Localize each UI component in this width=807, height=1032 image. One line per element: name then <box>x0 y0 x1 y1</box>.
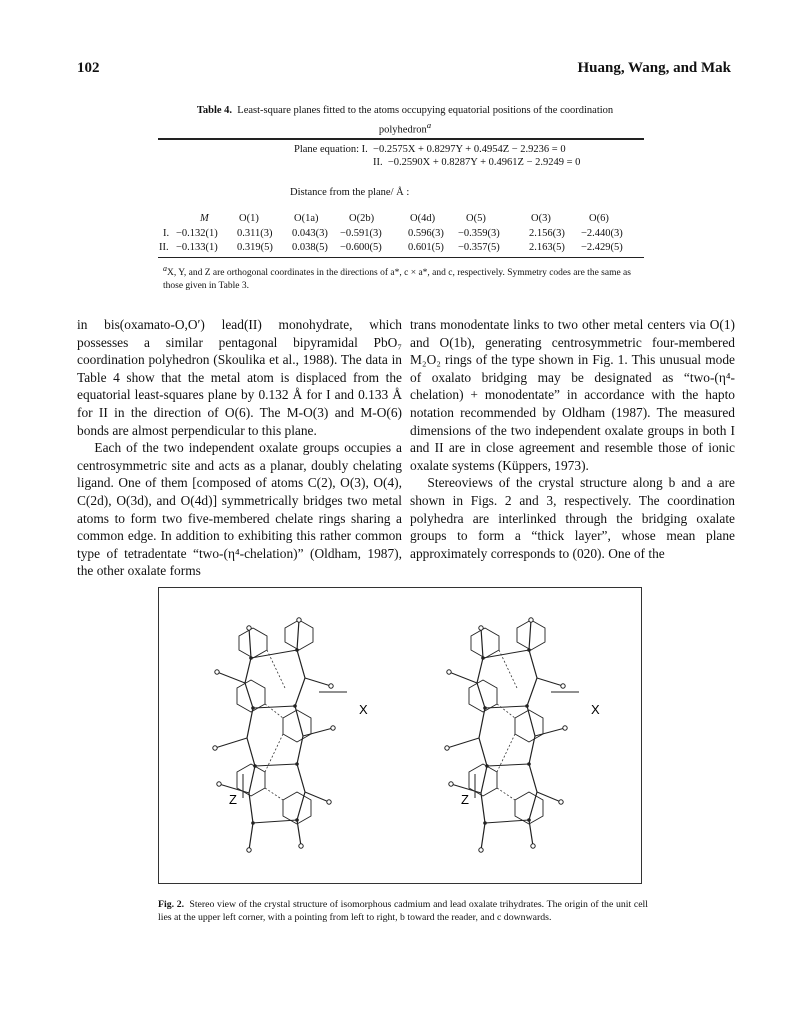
table-cell: 0.601(5) <box>408 242 444 253</box>
table-top-rule <box>158 138 644 140</box>
table-cell: 0.311(3) <box>237 228 273 239</box>
table-cell: −0.132(1) <box>176 228 218 239</box>
body-column-left <box>77 316 402 580</box>
table-footnote-text: X, Y, and Z are orthogonal coordinates in the directions of a*, c × a*, and c, respectively. Symmetry codes are the same as those given in Table 3. <box>163 268 631 291</box>
figure-caption <box>158 898 648 924</box>
plane-equation-2-label: II. <box>373 157 383 168</box>
table-row-label: II. <box>159 242 169 253</box>
body-column-right <box>410 316 735 562</box>
table-footnote-mark: a <box>163 264 167 273</box>
body-paragraph: trans monodentate links to two other metal centers via O(1) and O(1b), generating centrosymmetric four-membered M₂O₂ rings of the type shown in Fig. 1. This unusual mode of oxalato bridging may be designated as “two-(η⁴-chelation) + monodentate” in accordance with the hapto notation recommended by Oldham (1987). The measured dimensions of the two independent oxalate groups in both I and II are in close agreement and resemble those of ionic oxalate systems (Küppers, 1973). <box>410 317 735 473</box>
stereo-structure-drawing <box>159 588 641 883</box>
plane-equation-2 <box>373 156 580 169</box>
table-caption-text: Least-square planes fitted to the atoms occupying equatorial positions of the coordination polyhedron <box>237 105 614 136</box>
table-cell: 0.319(5) <box>237 242 273 253</box>
distance-heading: Distance from the plane/ Å : <box>290 187 410 198</box>
stereo-view-left <box>213 618 347 852</box>
table-col-header: O(2b) <box>349 213 375 224</box>
table-cell: −0.359(3) <box>458 228 500 239</box>
plane-equation-1-value: −0.2575X + 0.8297Y + 0.4954Z − 2.9236 = 0 <box>373 144 566 155</box>
table-cell: −0.133(1) <box>176 242 218 253</box>
table-cell: 2.156(3) <box>529 228 565 239</box>
table-col-header: O(1a) <box>294 213 319 224</box>
page-number: 102 <box>77 60 100 76</box>
body-paragraph: in bis(oxamato-O,O′) lead(II) monohydrate, which possesses a similar pentagonal bipyramidal PbO₇ coordination polyhedron (Skoulika et al., 1988). The data in Table 4 show that the metal atom is displaced from the equatorial least-squares plane by 0.132 Å for I and 0.133 Å for II in the direction of O(6). The M-O(3) and M-O(6) bonds are almost perpendicular to this plane. <box>77 317 402 438</box>
table-col-header: O(1) <box>239 213 259 224</box>
table-cell: −0.591(3) <box>340 228 382 239</box>
table-col-header: O(3) <box>531 213 551 224</box>
axis-label-z: Z <box>229 792 237 807</box>
table-caption <box>170 104 640 138</box>
plane-equation-1-label: Plane equation: I. <box>294 144 368 155</box>
table-cell: 0.596(3) <box>408 228 444 239</box>
axis-label-z: Z <box>461 792 469 807</box>
table-col-header: O(4d) <box>410 213 436 224</box>
body-paragraph: Each of the two independent oxalate groups occupies a centrosymmetric site and acts as a planar, doubly chelating ligand. One of them [composed of atoms C(2), O(3), O(4), C(2d), O(3d), and O(4d)] symmetrically bridges two metal atoms to form two five-membered chelate rings sharing a common edge. In addition to exhibiting this rather common type of tetradentate “two-(η⁴-chelation)” (Oldham, 1987), the other oxalate forms <box>77 440 402 579</box>
figure-caption-text: Stereo view of the crystal structure of isomorphous cadmium and lead oxalate trihydrates. The origin of the unit cell lies at the upper left corner, with a pointing from left to right, b toward the reader, and c downwards. <box>158 899 648 923</box>
figure-frame <box>158 587 642 884</box>
table-row-label: I. <box>163 228 170 239</box>
table-cell: −0.357(5) <box>458 242 500 253</box>
table-bottom-rule <box>158 257 644 258</box>
table-col-header: M <box>200 213 209 224</box>
table-cell: −0.600(5) <box>340 242 382 253</box>
table-col-header: O(5) <box>466 213 486 224</box>
plane-equation-2-value: −0.2590X + 0.8287Y + 0.4961Z − 2.9249 = 0 <box>387 157 581 168</box>
table-cell: 0.038(5) <box>292 242 328 253</box>
plane-equation-1 <box>294 143 566 156</box>
table-cell: −2.429(5) <box>581 242 623 253</box>
table-caption-footnote-mark: a <box>426 120 432 130</box>
table-caption-label: Table 4. <box>196 105 233 116</box>
body-paragraph: Stereoviews of the crystal structure along b and a are shown in Figs. 2 and 3, respectively. The coordination polyhedra are interlinked through the bridging oxalate groups to form a “thick layer”, whose mean plane approximately corresponds to (020). One of the <box>410 475 735 561</box>
stereo-view-right <box>445 618 579 852</box>
running-head: Huang, Wang, and Mak <box>577 60 731 76</box>
table-cell: 2.163(5) <box>529 242 565 253</box>
table-cell: −2.440(3) <box>581 228 623 239</box>
table-cell: 0.043(3) <box>292 228 328 239</box>
table-footnote <box>163 263 643 292</box>
table-col-header: O(6) <box>589 213 609 224</box>
axis-label-x: X <box>359 702 368 717</box>
figure-caption-label: Fig. 2. <box>158 899 185 910</box>
axis-label-x: X <box>591 702 600 717</box>
